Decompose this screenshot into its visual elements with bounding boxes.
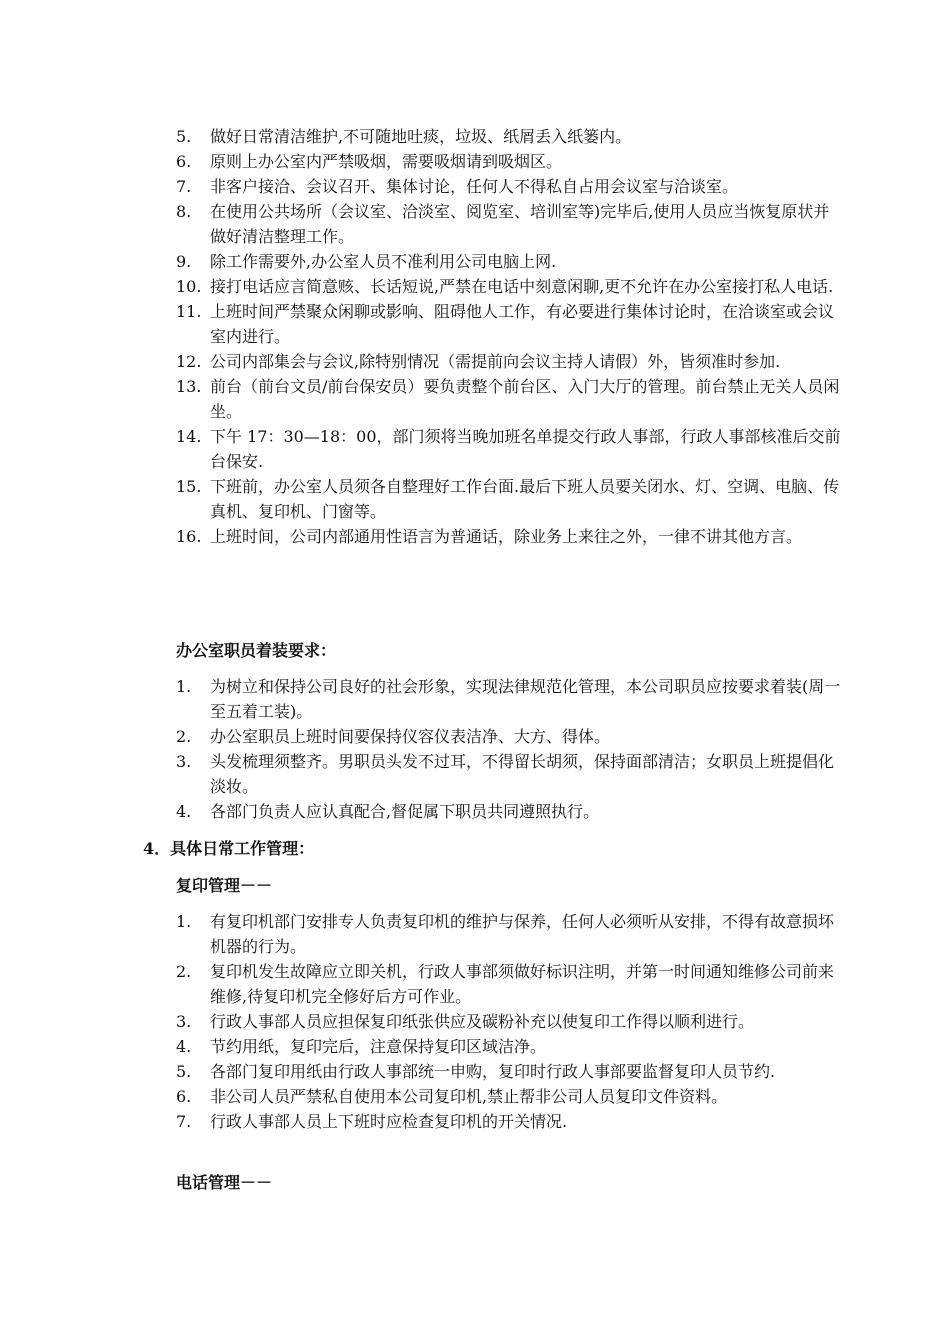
phone-management-heading: 电话管理－－ — [176, 1173, 273, 1192]
list-item: 9. 除工作需要外,办公室人员不准利用公司电脑上网. — [176, 252, 557, 271]
list-item: 16. 上班时间，公司内部通用性语言为普通话，除业务上来往之外，一律不讲其他方言。 — [176, 527, 803, 546]
list-item: 10. 接打电话应言简意赅、长话短说,严禁在电话中刻意闲聊,更不允许在办公室接打私人电话. — [176, 277, 834, 296]
list-item: 4. 各部门负责人应认真配合,督促属下职员共同遵照执行。 — [176, 802, 600, 821]
list-item: 7. 行政人事部人员上下班时应检查复印机的开关情况. — [176, 1112, 568, 1131]
list-item: 5. 做好日常清洁维护,不可随地吐痰，垃圾、纸屑丢入纸篓内。 — [176, 127, 632, 146]
list-item: 11. 上班时间严禁聚众闲聊或影响、阻碍他人工作，有必要进行集体讨论时，在洽谈室或会议室内进行。 — [176, 302, 835, 346]
list-item: 2. 办公室职员上班时间要保持仪容仪表洁净、大方、得体。 — [176, 727, 611, 746]
list-item: 8. 在使用公共场所（会议室、洽淡室、阅览室、培训室等)完毕后,使用人员应当恢复原状并做好清洁整理工作。 — [176, 202, 830, 246]
list-item: 2. 复印机发生故障应立即关机，行政人事部须做好标识注明，并第一时间通知维修公司前来维修,待复印机完全修好后方可作业。 — [176, 962, 835, 1006]
list-item: 7. 非客户接洽、会议召开、集体讨论，任何人不得私自占用会议室与洽谈室。 — [176, 177, 739, 196]
list-item: 6. 原则上办公室内严禁吸烟，需要吸烟请到吸烟区。 — [176, 152, 563, 171]
list-item: 14. 下午 17：30—18：00，部门须将当晚加班名单提交行政人事部，行政人事部核准后交前台保安. — [176, 427, 841, 471]
list-item: 5. 各部门复印用纸由行政人事部统一申购，复印时行政人事部要监督复印人员节约. — [176, 1062, 776, 1081]
list-item: 6. 非公司人员严禁私自使用本公司复印机,禁止帮非公司人员复印文件资料。 — [176, 1087, 728, 1106]
list-item: 15. 下班前，办公室人员须各自整理好工作台面.最后下班人员要关闭水、灯、空调、电脑、传真机、复印机、门窗等。 — [176, 477, 840, 521]
list-item: 13. 前台（前台文员/前台保安员）要负责整个前台区、入门大厅的管理。前台禁止无关人员闲坐。 — [176, 377, 840, 421]
dress-code-list — [0, 674, 950, 824]
list-item: 1. 有复印机部门安排专人负责复印机的维护与保养，任何人必须听从安排，不得有故意损坏机器的行为。 — [176, 912, 835, 956]
copy-management-heading: 复印管理－－ — [176, 876, 273, 895]
copy-management-list — [0, 909, 950, 1134]
list-item: 3. 头发梳理须整齐。男职员头发不过耳，不得留长胡须，保持面部清洁；女职员上班提倡化淡妆。 — [176, 752, 835, 796]
list-item: 4. 节约用纸，复印完后，注意保持复印区域洁净。 — [176, 1037, 547, 1056]
dress-code-heading: 办公室职员着装要求： — [176, 641, 337, 660]
list-item: 1. 为树立和保持公司良好的社会形象，实现法律规范化管理，本公司职员应按要求着装(周一至五着工装)。 — [176, 677, 841, 721]
list-item: 12. 公司内部集会与会议,除特别情况（需提前向会议主持人请假）外，皆须准时参加. — [176, 352, 781, 371]
office-rules-list — [0, 124, 950, 549]
list-item: 3. 行政人事部人员应担保复印纸张供应及碳粉补充以使复印工作得以顺利进行。 — [176, 1012, 755, 1031]
section-4-heading: 4．具体日常工作管理： — [143, 839, 315, 858]
